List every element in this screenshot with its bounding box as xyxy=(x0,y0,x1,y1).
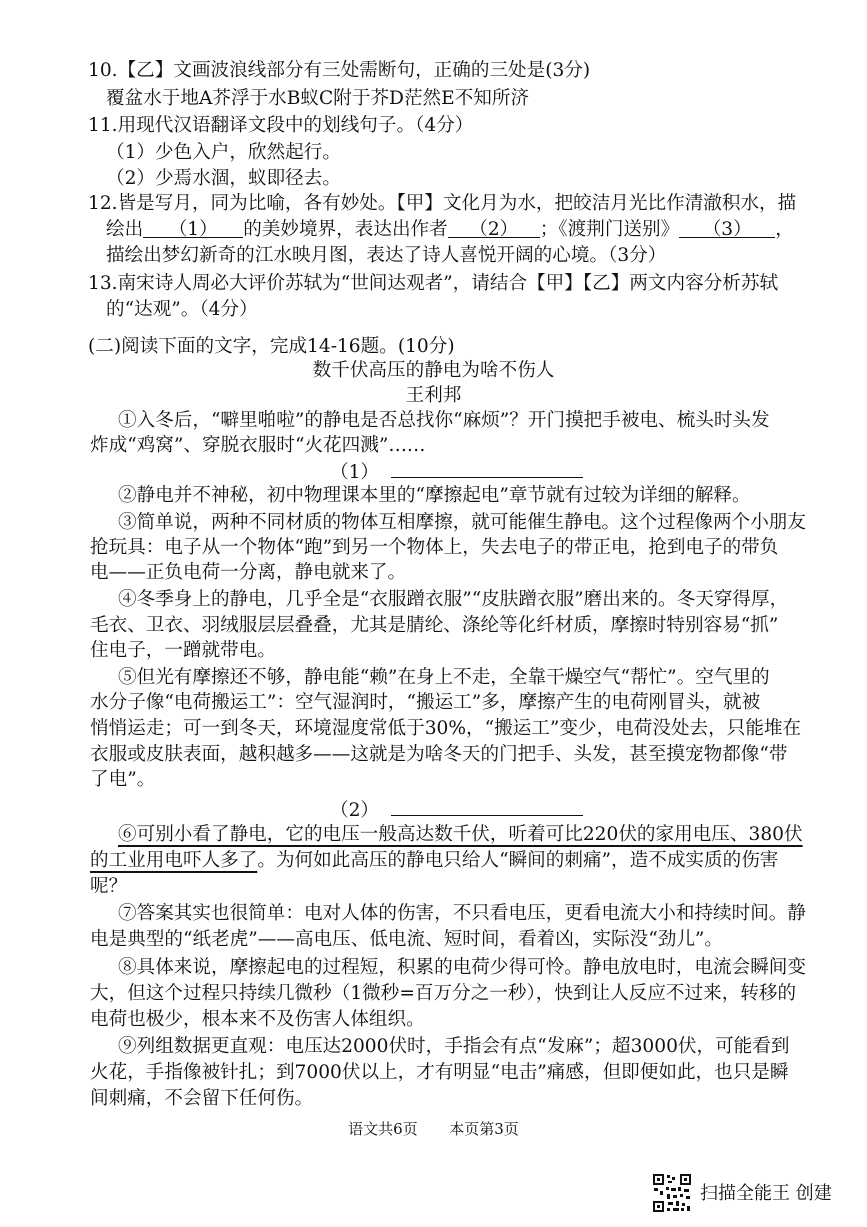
paragraph-4-line-3: 住电子，一蹭就带电。 xyxy=(90,640,276,661)
paragraph-4-line-1: ④冬季身上的静电，几乎全是“衣服蹭衣服”“皮肤蹭衣服”磨出来的。冬天穿得厚， xyxy=(118,589,789,610)
scanner-watermark: 扫描全能王 创建 xyxy=(700,1183,832,1204)
question-11-item-1: （1）少色入户，欣然起行。 xyxy=(106,142,341,163)
paragraph-9-line-2: 火花，手指像被针扎；到7000伏以上，才有明显“电击”痛感，但即便如此，也只是瞬 xyxy=(90,1062,789,1083)
paragraph-5-line-2: 水分子像“电荷搬运工”：空气湿润时，“搬运工”多，摩擦产生的电荷刚冒头，就被 xyxy=(90,692,761,713)
paragraph-7-line-1: ⑦答案其实也很简单：电对人体的伤害，不只看电压，更看电流大小和持续时间。静 xyxy=(118,903,806,924)
question-11-item-2: （2）少焉水涸，蚁即径去。 xyxy=(106,168,341,189)
section-2-heading: (二)阅读下面的文字，完成14-16题。(10分) xyxy=(88,336,455,357)
paragraph-4-line-2: 毛衣、卫衣、羽绒服层层叠叠，尤其是腈纶、涤纶等化纤材质，摩擦时特别容易“抓” xyxy=(90,615,779,636)
article-author: 王利邦 xyxy=(405,385,462,406)
question-11-stem: 11.用现代汉语翻译文段中的划线句子。（4分） xyxy=(88,115,474,136)
question-12-line-1: 12.皆是写月，同为比喻，各有妙处。【甲】文化月为水，把皎洁月光比作清澈积水，描 xyxy=(88,193,797,214)
paragraph-6-underlined-text: 的工业用电吓人多了 xyxy=(90,850,258,871)
answer-blank-1 xyxy=(143,217,243,238)
subheading-1-underline xyxy=(391,457,583,478)
paragraph-6-line-1: ⑥可别小看了静电，它的电压一般高达数千伏，听着可比220伏的家用电压、380伏 xyxy=(118,824,803,845)
paragraph-7-line-2: 电是典型的“纸老虎”——高电压、低电流、短时间，看着凶，实际没“劲儿”。 xyxy=(90,929,724,950)
question-12-text-a: 绘出 xyxy=(106,219,144,240)
answer-blank-2-label: （2） xyxy=(469,219,519,240)
subheading-2-label: （2） xyxy=(330,800,380,821)
paragraph-8-line-1: ⑧具体来说，摩擦起电的过程短，积累的电荷少得可怜。静电放电时，电流会瞬间变 xyxy=(118,957,806,978)
question-12-text-c: ；《渡荆门送别》 xyxy=(539,219,680,240)
question-12-text-d: ， xyxy=(775,219,794,240)
paragraph-9-line-1: ⑨列组数据更直观：电压达2000伏时，手指会有点“发麻”；超3000伏，可能看到 xyxy=(118,1036,790,1057)
paragraph-3-line-1: ③简单说，两种不同材质的物体互相摩擦，就可能催生静电。这个过程像两个小朋友 xyxy=(118,512,806,533)
question-13-line-2: 的“达观”。（4分） xyxy=(106,299,258,320)
answer-blank-2 xyxy=(448,217,540,238)
paragraph-5-line-5: 了电”。 xyxy=(90,769,156,790)
qr-code-icon xyxy=(652,1173,692,1213)
paragraph-6-line-3: 呢？ xyxy=(90,876,128,897)
answer-blank-1-label: （1） xyxy=(168,219,218,240)
paragraph-1-line-1: ①入冬后，“噼里啪啦”的静电是否总找你“麻烦”？开门摸把手被电、梳头时头发 xyxy=(118,410,770,431)
paragraph-6-line-2 xyxy=(90,848,778,874)
footer-total-pages: 语文共6页 xyxy=(348,1120,418,1138)
question-13-line-1: 13.南宋诗人周必大评价苏轼为“世间达观者”，请结合【甲】【乙】两文内容分析苏轼 xyxy=(88,273,779,294)
paragraph-5-line-3: 悄悄运走；可一到冬天，环境湿度常低于30%，“搬运工”变少，电荷没处去，只能堆在 xyxy=(90,718,802,739)
paragraph-5-line-1: ⑤但光有摩擦还不够，静电能“赖”在身上不走，全靠干燥空气“帮忙”。空气里的 xyxy=(118,667,770,688)
paragraph-6-rest-text: 。为何如此高压的静电只给人“瞬间的刺痛”，造不成实质的伤害 xyxy=(257,850,779,871)
paragraph-5-line-4: 衣服或皮肤表面，越积越多——这就是为啥冬天的门把手、头发，甚至摸宠物都像“带 xyxy=(90,744,788,765)
answer-blank-3-label: （3） xyxy=(702,219,752,240)
subheading-blank-2 xyxy=(330,795,583,824)
question-10-stem: 10.【乙】文画波浪线部分有三处需断句，正确的三处是(3分) xyxy=(88,60,591,81)
paragraph-1-line-2: 炸成“鸡窝”、穿脱衣服时“火花四溅”…… xyxy=(90,435,426,456)
article-title: 数千伏高压的静电为啥不伤人 xyxy=(312,360,555,381)
paragraph-2-line-1: ②静电并不神秘，初中物理课本里的“摩擦起电”章节就有过较为详细的解释。 xyxy=(118,485,751,506)
answer-blank-3 xyxy=(679,217,775,238)
question-12-text-b: 的美妙境界，表达出作者 xyxy=(243,219,448,240)
question-10-text: 覆盆水于地A芥浮于水B蚁C附于芥D茫然E不知所济 xyxy=(106,88,530,109)
page-footer xyxy=(0,1118,867,1139)
question-12-line-2 xyxy=(106,217,794,243)
paragraph-8-line-2: 大，但这个过程只持续几微秒（1微秒=百万分之一秒），快到让人反应不过来，转移的 xyxy=(90,983,797,1004)
subheading-1-label: （1） xyxy=(330,462,380,483)
paragraph-9-line-3: 间刺痛，不会留下任何伤。 xyxy=(90,1088,314,1109)
paragraph-3-line-3: 电——正负电荷一分离，静电就来了。 xyxy=(90,562,407,583)
footer-current-page: 本页第3页 xyxy=(449,1120,519,1138)
paragraph-8-line-3: 电荷也极少，根本来不及伤害人体组织。 xyxy=(90,1009,425,1030)
paragraph-3-line-2: 抢玩具：电子从一个物体“跑”到另一个物体上，失去电子的带正电，抢到电子的带负 xyxy=(90,537,779,558)
subheading-blank-1 xyxy=(330,457,583,486)
question-12-line-3: 描绘出梦幻新奇的江水映月图，表达了诗人喜悦开阔的心境。（3分） xyxy=(106,245,667,266)
subheading-2-underline xyxy=(391,795,583,816)
